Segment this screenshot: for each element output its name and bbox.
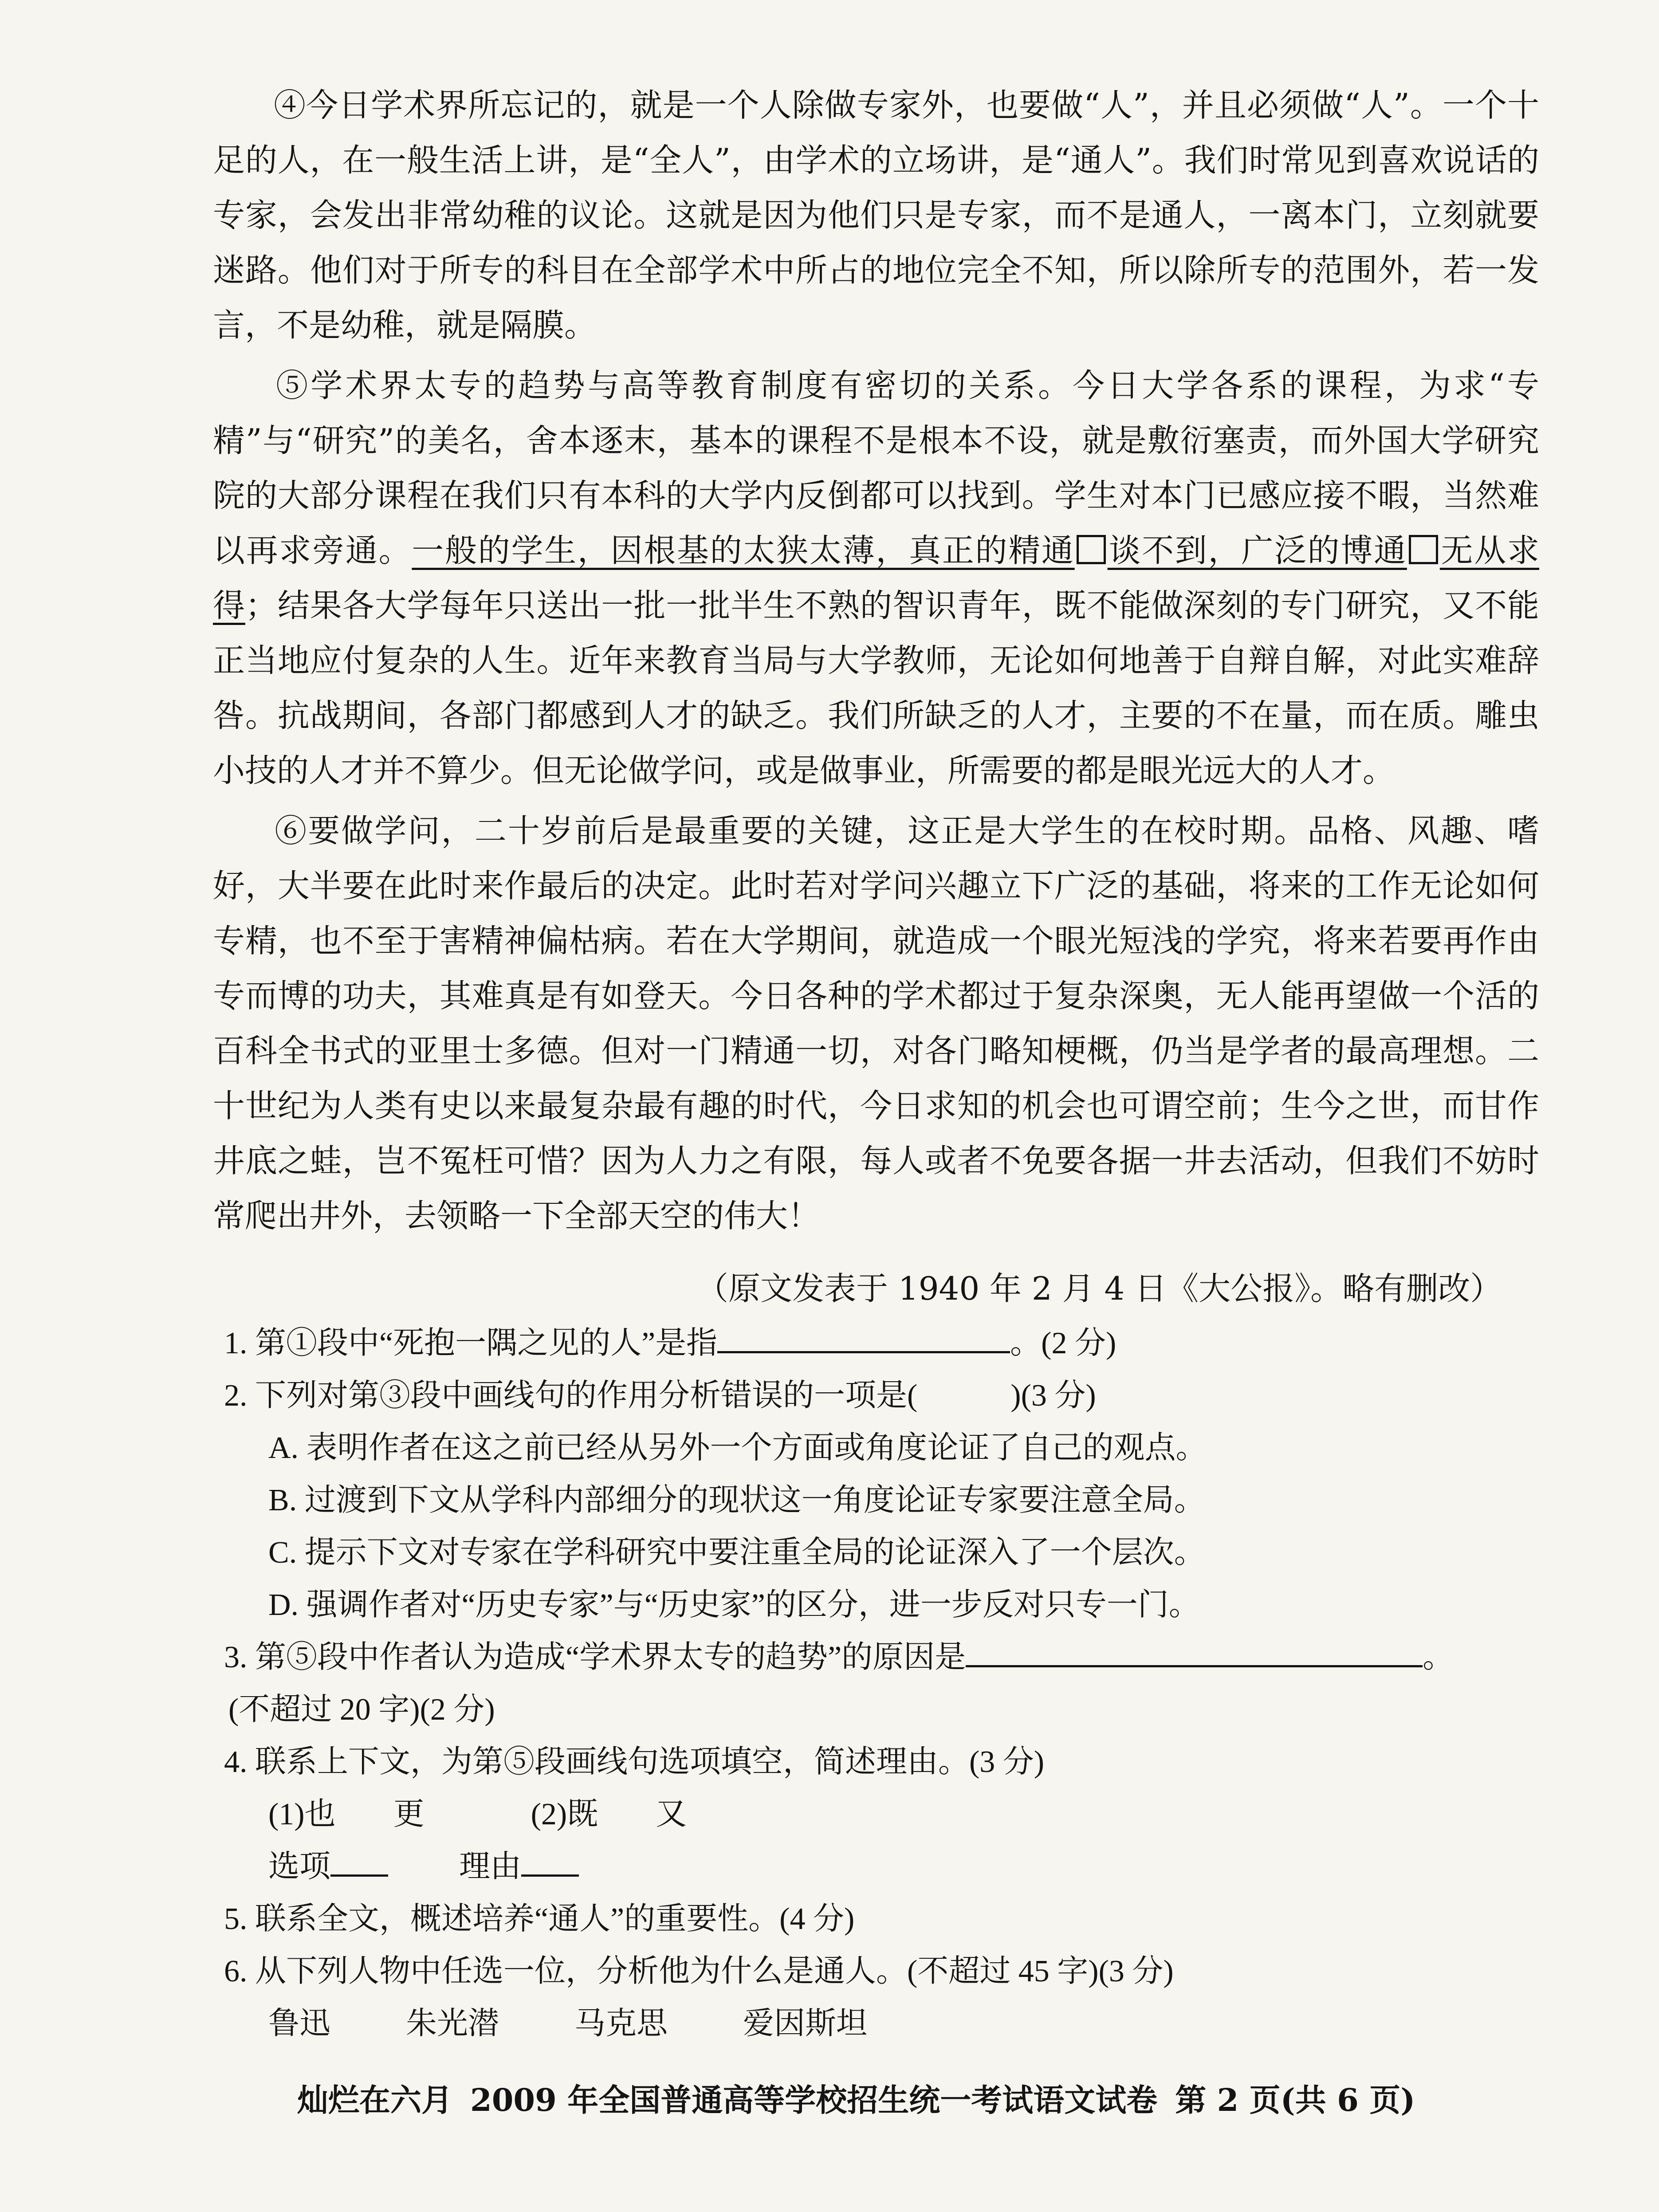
person-name: 爱因斯坦 <box>743 2007 867 2041</box>
person-name: 马克思 <box>574 2007 668 2041</box>
footer-left-text: 灿烂在六月 <box>297 2082 452 2118</box>
paragraph-4: ④今日学术界所忘记的，就是一个人除做专家外，也要做“人”，并且必须做“人”。一个十足的人，在一般生活上讲，是“全人”，由学术的立场讲，是“通人”。我们时常见到喜欢说话的专家，会发出非常幼稚的议论。这就是因为他们只是专家，而不是通人，一离本门，立刻就要迷路。他们对于所专的科目在全部学术中所占的地位完全不知，所以除所专的范围外，若一发言，不是幼稚，就是隔膜。 <box>213 86 1539 344</box>
question-6: 6. 从下列人物中任选一位，分析他为什么是通人。(不超过 45 字)(3 分) <box>224 1954 1174 1988</box>
underlined-sentence: 一般的学生，因根基的太狭太薄，真正的精通 谈不到，广泛的博通 无从求得 <box>213 532 1539 624</box>
option-b[interactable]: B. 过渡到下文从学科内部细分的现状这一角度论证专家要注意全局。 <box>268 1483 1205 1517</box>
option-a[interactable]: A. 表明作者在这之前已经从另外一个方面或角度论证了自己的观点。 <box>268 1431 1207 1465</box>
answer-blank[interactable] <box>966 1637 1423 1667</box>
question-3: 3. 第⑤段中作者认为造成“学术界太专的趋势”的原因是 。 <box>224 1631 1555 1684</box>
question-1: 1. 第①段中“死抱一隅之见的人”是指 。(2 分) <box>224 1317 1555 1370</box>
blank-box <box>1077 535 1106 564</box>
question-4: 4. 联系上下文，为第⑤段画线句选项填空，简述理由。(3 分) <box>224 1745 1045 1779</box>
paragraph-5: ⑤学术界太专的趋势与高等教育制度有密切的关系。今日大学各系的课程，为求“专精”与“研究”的美名，舍本逐末，基本的课程不是根本不设，就是敷衍塞责，而外国大学研究院的大部分课程在我们只有本科的大学内反倒都可以找到。学生对本门已感应接不暇，当然难以再求旁通。一般的学生，因根基的太狭太薄，真正的精通 谈不到，广泛的博通 无从求得；结果各大学每年只送出一批一批半生不熟的智识青年，既不能做深刻的专门研究，又不能正当地应付复杂的人生。近年来教育当局与大学教师，无论如何地善于自辩自解，对此实难辞咎。抗战期间，各部门都感到人才的缺乏。我们所缺乏的人才，主要的不在量，而在质。雕虫小技的人才并不算少。但无论做学问，或是做事业，所需要的都是眼光远大的人才。 <box>213 367 1539 789</box>
blank-box <box>1409 535 1438 564</box>
reason-blank[interactable] <box>521 1848 579 1877</box>
option-c[interactable]: C. 提示下文对专家在学科研究中要注重全局的论证深入了一个层次。 <box>268 1536 1205 1570</box>
question-3-note: (不超过 20 字)(2 分) <box>228 1693 495 1727</box>
option-d[interactable]: D. 强调作者对“历史专家”与“历史家”的区分，进一步反对只专一门。 <box>268 1588 1200 1622</box>
question-4-answer: 选项 理由 <box>224 1841 1555 1893</box>
source-note: （原文发表于 1940 年 2 月 4 日《大公报》。略有删改） <box>696 1270 1502 1307</box>
question-5: 5. 联系全文，概述培养“通人”的重要性。(4 分) <box>224 1902 855 1936</box>
footer-title: 2009 年全国普通高等学校招生统一考试语文试卷 <box>470 2082 1158 2118</box>
page-footer <box>297 2078 1415 2122</box>
choice-blank[interactable] <box>330 1848 388 1877</box>
question-2: 2. 下列对第③段中画线句的作用分析错误的一项是( )(3 分) <box>224 1379 1096 1413</box>
question-list <box>224 1317 1555 2050</box>
answer-blank[interactable] <box>717 1323 1010 1353</box>
paragraph-6: ⑥要做学问，二十岁前后是最重要的关键，这正是大学生的在校时期。品格、风趣、嗜好，大半要在此时来作最后的决定。此时若对学问兴趣立下广泛的基础，将来的工作无论如何专精，也不至于害精神偏枯病。若在大学期间，就造成一个眼光短浅的学究，将来若要再作由专而博的功夫，其难真是有如登天。今日各种的学术都过于复杂深奥，无人能再望做一个活的百科全书式的亚里士多德。但对一门精通一切，对各门略知梗概，仍当是学者的最高理想。二十世纪为人类有史以来最复杂最有趣的时代，今日求知的机会也可谓空前；生今之世，而甘作井底之蛙，岂不冤枉可惜？因为人力之有限，每人或者不免要各据一井去活动，但我们不妨时常爬出井外，去领略一下全部天空的伟大！ <box>213 812 1539 1234</box>
question-4-options: (1)也 更 (2)既 又 <box>268 1797 687 1831</box>
person-name: 朱光潜 <box>406 2007 499 2041</box>
page-number: 第 2 页(共 6 页) <box>1175 2082 1415 2118</box>
person-name: 鲁迅 <box>268 2007 330 2041</box>
person-list <box>224 1998 1555 2050</box>
essay-text <box>213 78 1539 1249</box>
